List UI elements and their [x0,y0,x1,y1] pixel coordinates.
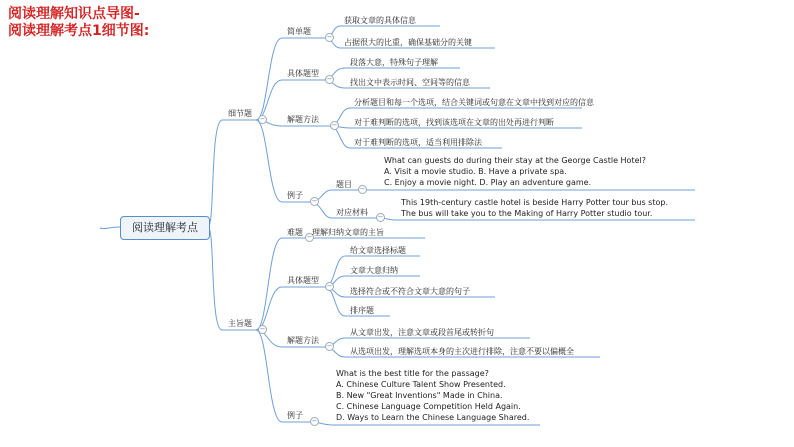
edge-main-types-2 [325,276,420,287]
edge-detail-simple [256,38,325,120]
collapse-toggle-icon[interactable]: − [306,233,313,241]
main-example-line4: C. Chinese Language Competition Held Again. [336,402,521,411]
edge-detail-example [256,120,310,202]
example-material-line1: This 19th-century castle hotel is beside Harry Potter tour bus stop. [401,198,668,207]
example-material-line2: The bus will take you to the Making of Harry Potter studio tour. [401,209,653,218]
edge-main-types [256,287,325,330]
node-main-types[interactable]: 具体题型 [287,276,319,285]
node-detail-types[interactable]: 具体题型 [287,69,319,78]
example-question-line3: C. Enjoy a movie night. D. Play an adventure game. [384,178,592,187]
leaf-main-methods-2: 从选项出发，理解选项本身的主次进行排除，注意不要以偏概全 [350,347,574,356]
node-main-example[interactable]: 例子 [287,411,303,420]
node-detail[interactable]: 细节题 [228,109,252,118]
edge-root-main [208,227,256,330]
collapse-toggle-icon[interactable]: − [326,342,333,350]
node-example-material[interactable]: 对应材料 [336,208,368,217]
collapse-toggle-icon[interactable]: − [259,325,266,333]
leaf-methods-3: 对于难判断的选项，适当利用排除法 [354,138,482,147]
node-main-methods[interactable]: 解题方法 [287,336,319,345]
leaf-main-types-3: 选择符合或不符合文章大意的句子 [350,287,470,296]
node-example-question[interactable]: 题目 [336,180,352,189]
leaf-difficulty-1: 理解归纳文章的主旨 [312,228,384,237]
edge-root-detail [208,120,256,227]
collapse-toggle-icon[interactable]: − [331,121,338,129]
collapse-toggle-icon[interactable]: − [326,33,333,41]
node-main[interactable]: 主旨题 [228,319,252,328]
node-detail-simple[interactable]: 简单题 [287,27,311,36]
edge-main-methods-1 [325,338,530,347]
main-example-line2: A. Chinese Culture Talent Show Presented. [336,380,506,389]
leaf-methods-1: 分析题目和每一个选项，结合关键词或句意在文章中找到对应的信息 [354,98,594,107]
leaf-simple-2: 占据很大的比重，确保基础分的关键 [344,38,472,47]
leaf-main-types-1: 给文章选择标题 [350,246,406,255]
root-node[interactable]: 阅读理解考点 [120,216,210,240]
collapse-toggle-icon[interactable]: − [359,185,366,193]
main-example-line1: What is the best title for the passage? [336,369,489,378]
leaf-main-types-4: 排序题 [350,306,374,315]
collapse-toggle-icon[interactable]: − [326,282,333,290]
edge-simple-1 [325,26,440,38]
collapse-toggle-icon[interactable]: − [311,417,318,425]
leaf-types-1: 段落大意，特殊句子理解 [350,58,438,67]
example-question-line1: What can guests do during their stay at the George Castle Hotel? [384,156,646,165]
leaf-types-2: 找出文中表示时间、空间等的信息 [350,78,470,87]
node-detail-example[interactable]: 例子 [287,191,303,200]
page-title-line2: 阅读理解考点1细节图: [8,23,150,39]
page-title-line1: 阅读理解知识点导图- [8,6,140,22]
main-example-line3: B. New "Great Inventions" Made in China. [336,391,503,400]
collapse-toggle-icon[interactable]: − [311,197,318,205]
collapse-toggle-icon[interactable]: − [259,115,266,123]
example-question-line2: A. Visit a movie studio. B. Have a private spa. [384,167,567,176]
collapse-toggle-icon[interactable]: − [377,213,384,221]
main-example-line5: D. Ways to Learn the Chinese Language Shared. [336,413,530,422]
leaf-main-methods-1: 从文章出发，注意文章或段首尾或转折句 [350,328,494,337]
leaf-main-types-2: 文章大意归纳 [350,266,398,275]
node-detail-methods[interactable]: 解题方法 [287,115,319,124]
leaf-simple-1: 获取文章的具体信息 [344,16,416,25]
leaf-methods-2: 对于难判断的选项，找到该选项在文章的出处再进行判断 [354,118,554,127]
node-main-difficulty[interactable]: 难题 [287,228,303,237]
edge-detail-types [256,80,325,120]
collapse-toggle-icon[interactable]: − [326,75,333,83]
root-stub [100,227,120,229]
